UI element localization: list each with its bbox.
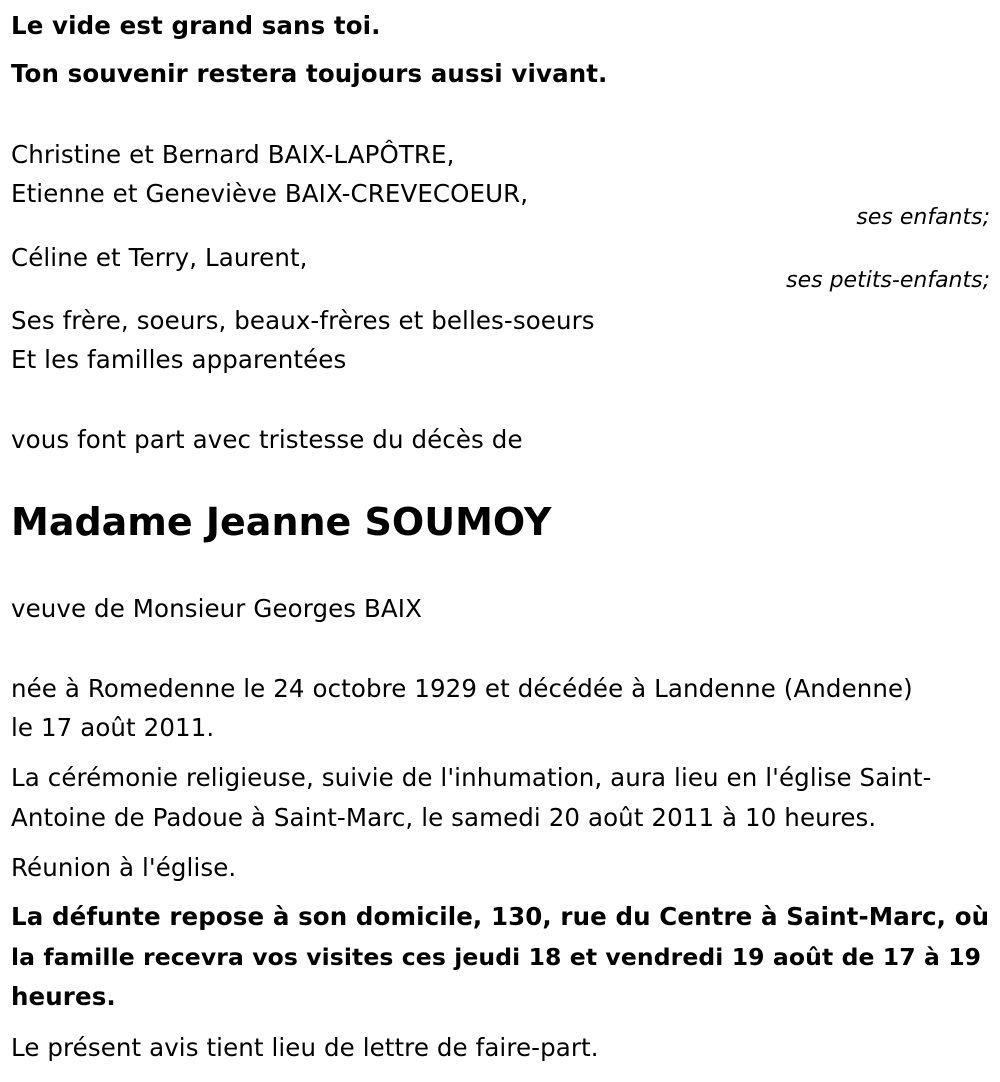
family-line-1: Ses frère, soeurs, beaux-frères et belles-soeurs <box>11 306 595 335</box>
ceremony-line-2: Antoine de Padoue à Saint-Marc, le samedi 20 août 2011 à 10 heures. <box>11 803 877 832</box>
ceremony-line-1: La cérémonie religieuse, suivie de l'inhumation, aura lieu en l'église Saint- <box>11 763 932 792</box>
visitation-line-3: heures. <box>11 982 116 1011</box>
meeting-text: Réunion à l'église. <box>11 853 237 882</box>
visitation-line-1: La défunte repose à son domicile, 130, rue du Centre à Saint-Marc, où <box>11 902 990 931</box>
quote-line-2: Ton souvenir restera toujours aussi vivant. <box>11 59 608 88</box>
announcement-text: vous font part avec tristesse du décès de <box>11 425 523 454</box>
birth-death-line-1: née à Romedenne le 24 octobre 1929 et décédée à Landenne (Andenne) <box>11 674 913 703</box>
children-line-2: Etienne et Geneviève BAIX-CREVECOEUR, <box>11 179 529 208</box>
visitation-line-2: la famille recevra vos visites ces jeudi 18 et vendredi 19 août de 17 à 19 <box>11 943 982 971</box>
widow-of-text: veuve de Monsieur Georges BAIX <box>11 594 423 623</box>
quote-line-1: Le vide est grand sans toi. <box>11 11 381 40</box>
birth-death-line-2: le 17 août 2011. <box>11 713 215 742</box>
grandchildren-role: ses petits-enfants; <box>786 268 990 293</box>
grandchildren-line-1: Céline et Terry, Laurent, <box>11 243 308 272</box>
closing-text: Le présent avis tient lieu de lettre de faire-part. <box>11 1033 599 1062</box>
family-line-2: Et les familles apparentées <box>11 345 347 374</box>
children-line-1: Christine et Bernard BAIX-LAPÔTRE, <box>11 140 455 169</box>
deceased-name: Madame Jeanne SOUMOY <box>11 500 552 544</box>
children-role: ses enfants; <box>856 205 990 230</box>
